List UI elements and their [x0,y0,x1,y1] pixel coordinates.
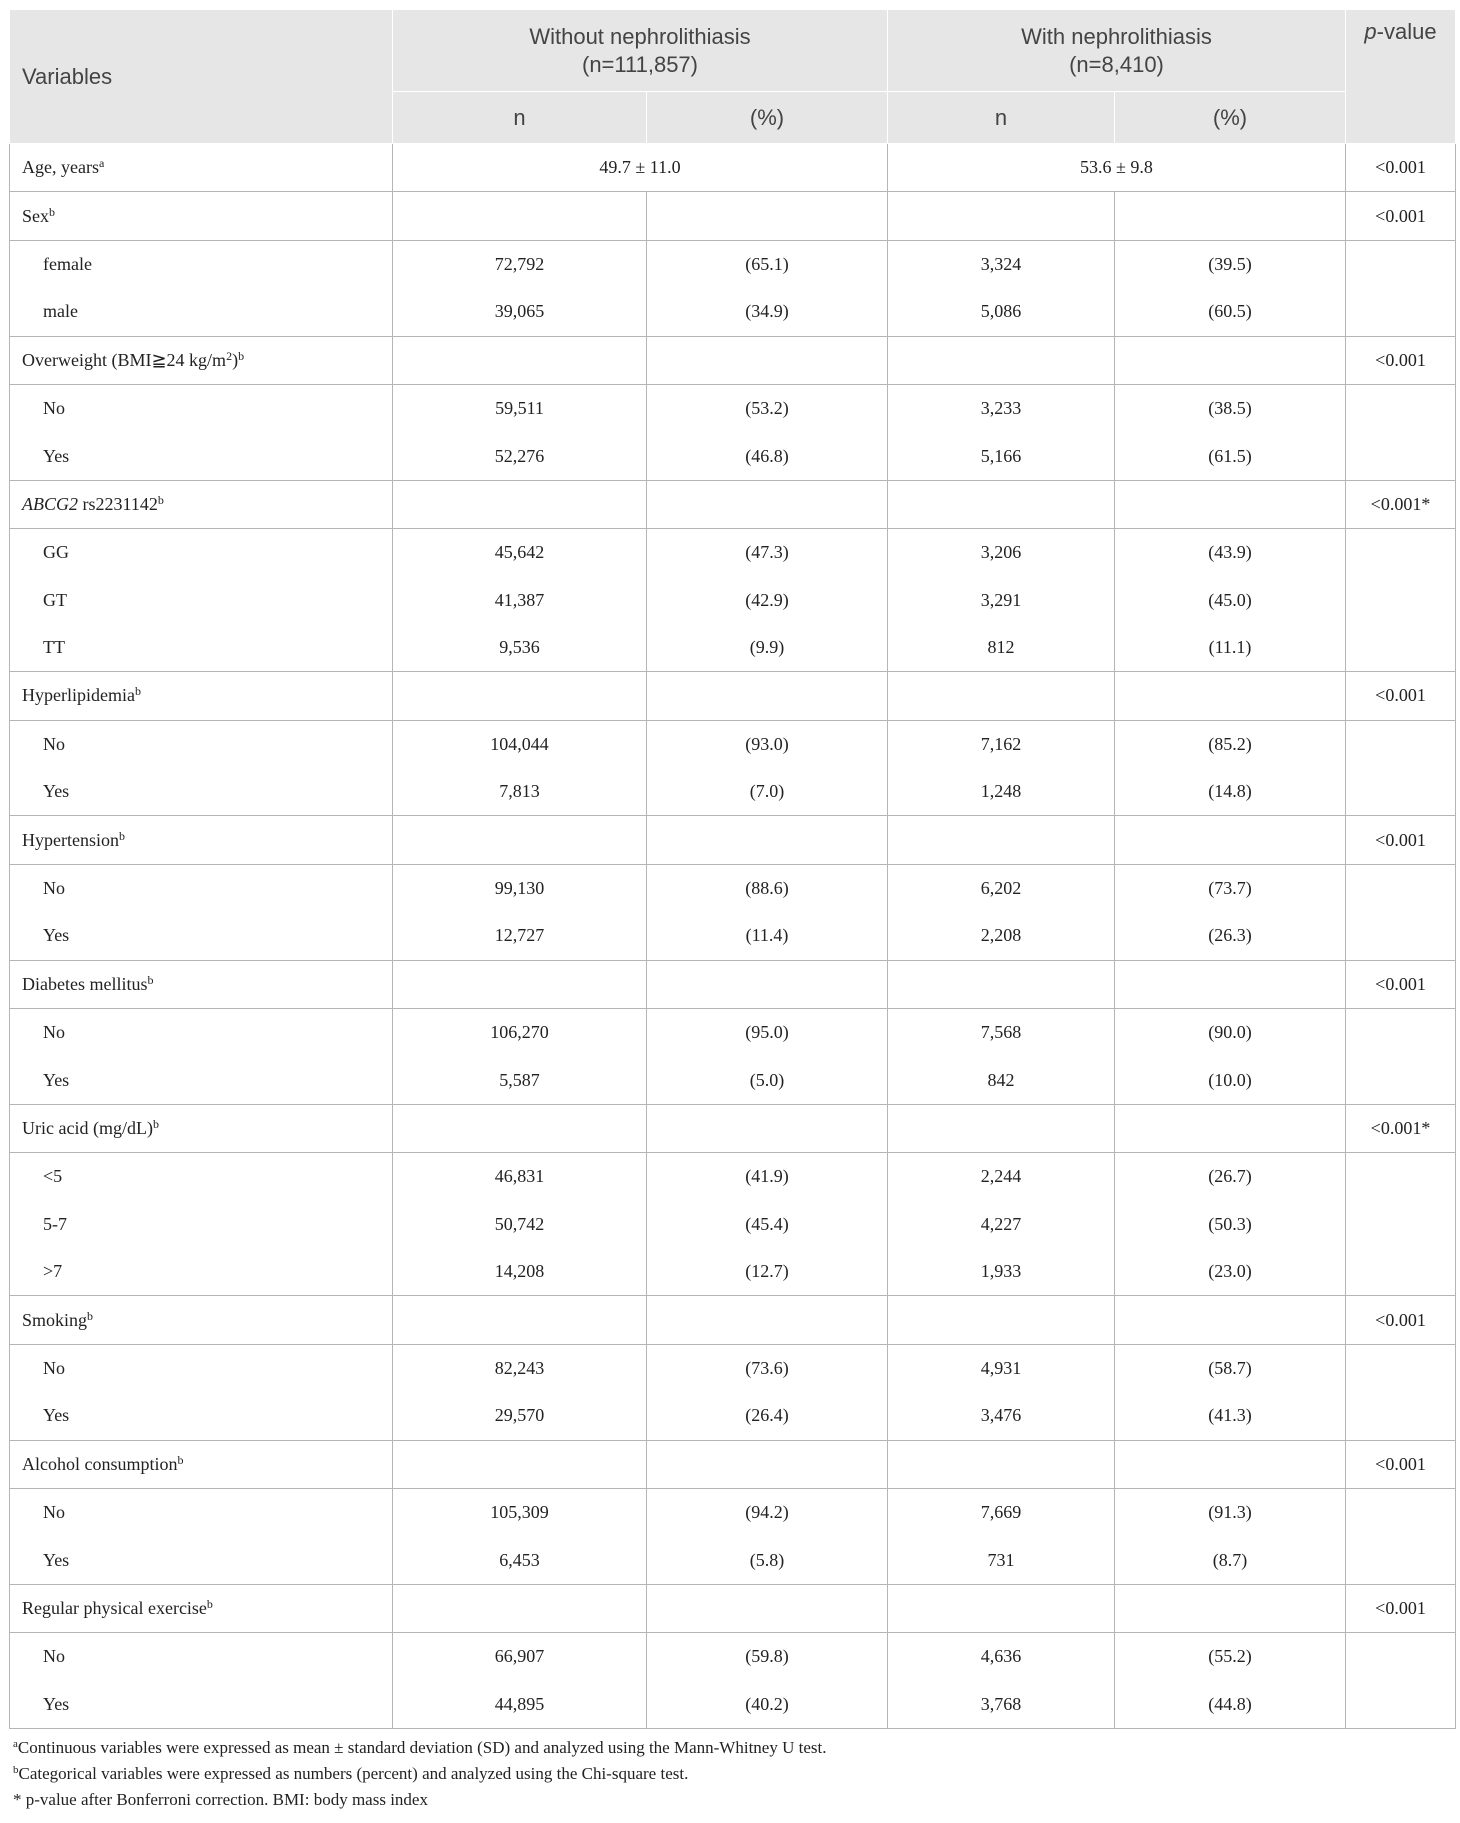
variable-group-row [10,816,1456,864]
category-row [10,1633,1456,1681]
variables-header: Variables [10,10,393,144]
variable-label [10,1584,393,1632]
category-row [10,1248,1456,1296]
empty-cell [393,672,647,720]
without-n-cell: 106,270 [393,1009,647,1057]
empty-cell [393,192,647,240]
empty-cell [1115,336,1346,384]
with-n-cell: 4,636 [888,1633,1115,1681]
without-pct-cell: (95.0) [647,1009,888,1057]
without-nephrolithiasis-header [393,10,888,92]
empty-p-cell [1346,1488,1456,1536]
category-row [10,288,1456,336]
category-label: Yes [10,912,393,960]
variable-label-footnote-sup: b [152,1117,159,1131]
without-n-cell: 66,907 [393,1633,647,1681]
empty-cell [393,816,647,864]
variable-group-row [10,1296,1456,1344]
variable-label-after: ) [232,349,239,370]
category-label: No [10,1344,393,1392]
p-value-cell: <0.001 [1346,960,1456,1008]
with-pct-cell: (58.7) [1115,1344,1346,1392]
variable-group-row [10,480,1456,528]
category-row [10,1536,1456,1584]
without-pct-cell: (45.4) [647,1201,888,1248]
empty-cell [647,336,888,384]
empty-cell [647,1296,888,1344]
with-n-cell: 7,669 [888,1488,1115,1536]
table-footnotes [9,1735,1455,1813]
empty-cell [1115,1104,1346,1152]
empty-p-cell [1346,1392,1456,1440]
age-row [10,144,1456,192]
p-value-cell: <0.001 [1346,1584,1456,1632]
empty-cell [1115,480,1346,528]
footnote [13,1761,1455,1787]
empty-cell [888,672,1115,720]
with-n-cell: 3,233 [888,384,1115,432]
with-n-cell: 7,568 [888,1009,1115,1057]
with-pct-cell: (50.3) [1115,1201,1346,1248]
empty-cell [888,960,1115,1008]
category-row [10,768,1456,816]
empty-p-cell [1346,912,1456,960]
age-label [10,144,393,192]
with-pct-cell: (44.8) [1115,1681,1346,1729]
variable-group-row [10,336,1456,384]
category-row [10,1488,1456,1536]
category-row [10,720,1456,768]
without-n-cell: 5,587 [393,1056,647,1104]
category-row [10,432,1456,480]
footnote-text: Continuous variables were expressed as mean ± standard deviation (SD) and analyzed using the Mann-Whitney U test. [17,1737,827,1757]
variable-label [10,1440,393,1488]
variable-label-footnote-sup: b [177,1452,184,1467]
empty-cell [1115,1296,1346,1344]
category-label: female [10,240,393,288]
category-row [10,1153,1456,1201]
without-pct-cell: (9.9) [647,624,888,672]
variable-label-text: Sex [22,205,49,226]
table-body [10,144,1456,1729]
age-label-text: Age, years [22,157,99,178]
variable-label-footnote-sup: b [238,348,245,363]
empty-cell [888,1104,1115,1152]
empty-p-cell [1346,288,1456,336]
without-pct-cell: (26.4) [647,1392,888,1440]
empty-cell [1115,1584,1346,1632]
without-n-cell: 14,208 [393,1248,647,1296]
empty-cell [647,192,888,240]
category-label: No [10,384,393,432]
empty-p-cell [1346,240,1456,288]
p-value-italic: p [1364,19,1377,44]
variable-label [10,1296,393,1344]
p-value-cell: <0.001* [1346,480,1456,528]
with-pct-cell: (11.1) [1115,624,1346,672]
with-n-cell: 3,324 [888,240,1115,288]
variable-group-row [10,192,1456,240]
p-value-cell: <0.001* [1346,1104,1456,1152]
footnote-marker: a [13,1737,18,1750]
with-pct-cell: (23.0) [1115,1248,1346,1296]
with-pct-cell: (55.2) [1115,1633,1346,1681]
with-group-label: With nephrolithiasis [1021,23,1212,49]
without-n-cell: 44,895 [393,1681,647,1729]
category-label: GG [10,529,393,577]
with-group-count: (n=8,410) [1069,51,1164,77]
empty-p-cell [1346,624,1456,672]
category-label: Yes [10,1056,393,1104]
p-value-cell: <0.001 [1346,1440,1456,1488]
p-value-cell: <0.001 [1346,816,1456,864]
without-pct-cell: (34.9) [647,288,888,336]
empty-cell [1115,960,1346,1008]
without-n-cell: 7,813 [393,768,647,816]
empty-p-cell [1346,529,1456,577]
without-n-cell: 104,044 [393,720,647,768]
variable-group-row [10,1104,1456,1152]
with-pct-cell: (10.0) [1115,1056,1346,1104]
empty-p-cell [1346,432,1456,480]
footnote-text: Categorical variables were expressed as numbers (percent) and analyzed using the Chi-square test. [18,1763,689,1783]
empty-cell [1115,192,1346,240]
variable-label-text: Regular physical exercise [22,1597,207,1618]
variable-label-footnote-sup: b [134,684,141,699]
category-label: Yes [10,1681,393,1729]
without-pct-cell: (73.6) [647,1344,888,1392]
variable-label-text: Overweight (BMI≧24 kg/m [22,349,227,370]
empty-p-cell [1346,720,1456,768]
empty-cell [1115,816,1346,864]
with-pct-cell: (26.7) [1115,1153,1346,1201]
with-pct-cell: (91.3) [1115,1488,1346,1536]
category-label: GT [10,577,393,624]
variable-label [10,960,393,1008]
empty-cell [888,336,1115,384]
variable-label [10,480,393,528]
characteristics-table [9,9,1456,1729]
empty-p-cell [1346,1056,1456,1104]
with-n-cell: 3,291 [888,577,1115,624]
category-row [10,1392,1456,1440]
age-p-value: <0.001 [1346,144,1456,192]
without-n-cell: 39,065 [393,288,647,336]
empty-p-cell [1346,1201,1456,1248]
empty-cell [1115,1440,1346,1488]
p-value-cell: <0.001 [1346,336,1456,384]
footnote-text: * p-value after Bonferroni correction. BMI: body mass index [13,1789,428,1809]
with-n-cell: 3,206 [888,529,1115,577]
with-n-header: n [888,92,1115,144]
with-n-cell: 812 [888,624,1115,672]
empty-cell [888,1440,1115,1488]
with-pct-cell: (45.0) [1115,577,1346,624]
without-pct-cell: (41.9) [647,1153,888,1201]
variable-label-text: Uric acid (mg/dL) [22,1118,153,1138]
without-n-cell: 52,276 [393,432,647,480]
without-n-cell: 105,309 [393,1488,647,1536]
category-label: No [10,1009,393,1057]
category-label: male [10,288,393,336]
without-n-cell: 72,792 [393,240,647,288]
empty-p-cell [1346,384,1456,432]
with-pct-cell: (41.3) [1115,1392,1346,1440]
variable-label-italic: ABCG2 [22,493,78,514]
empty-cell [647,960,888,1008]
p-value-header [1346,10,1456,144]
table-header [10,10,1456,144]
variable-label-text: Smoking [22,1309,88,1330]
variable-label-footnote-sup: b [49,204,55,219]
age-with-value: 53.6 ± 9.8 [888,144,1346,192]
with-pct-cell: (39.5) [1115,240,1346,288]
variable-label-footnote-sup: b [147,972,154,987]
category-label: Yes [10,1536,393,1584]
with-nephrolithiasis-header [888,10,1346,92]
category-row [10,240,1456,288]
category-row [10,912,1456,960]
category-row [10,1056,1456,1104]
with-n-cell: 2,244 [888,1153,1115,1201]
empty-cell [888,1296,1115,1344]
empty-p-cell [1346,1536,1456,1584]
variable-group-row [10,960,1456,1008]
variable-label [10,336,393,384]
p-value-cell: <0.001 [1346,672,1456,720]
category-row [10,1681,1456,1729]
empty-cell [647,672,888,720]
variable-label-text: Hyperlipidemia [22,685,135,706]
variable-label [10,672,393,720]
without-n-cell: 9,536 [393,624,647,672]
category-label: Yes [10,1392,393,1440]
footnote-marker: b [13,1763,19,1776]
with-n-cell: 2,208 [888,912,1115,960]
footnote [13,1735,1455,1761]
empty-cell [888,816,1115,864]
without-group-label: Without nephrolithiasis [529,23,751,49]
category-label: >7 [10,1248,393,1296]
with-n-cell: 842 [888,1056,1115,1104]
without-pct-cell: (11.4) [647,912,888,960]
category-label: Yes [10,768,393,816]
footnote [13,1787,1455,1813]
without-pct-cell: (5.8) [647,1536,888,1584]
category-label: TT [10,624,393,672]
without-pct-cell: (59.8) [647,1633,888,1681]
empty-cell [647,1104,888,1152]
with-n-cell: 5,166 [888,432,1115,480]
empty-cell [647,816,888,864]
empty-p-cell [1346,1248,1456,1296]
without-pct-cell: (93.0) [647,720,888,768]
category-row [10,1344,1456,1392]
category-label: No [10,720,393,768]
empty-cell [888,192,1115,240]
p-value-cell: <0.001 [1346,1296,1456,1344]
with-pct-cell: (26.3) [1115,912,1346,960]
with-pct-cell: (8.7) [1115,1536,1346,1584]
without-pct-cell: (5.0) [647,1056,888,1104]
without-group-count: (n=111,857) [582,51,698,77]
variable-label-footnote-sup: b [87,1308,94,1323]
with-pct-cell: (61.5) [1115,432,1346,480]
with-n-cell: 4,931 [888,1344,1115,1392]
without-pct-cell: (94.2) [647,1488,888,1536]
empty-cell [393,1104,647,1152]
with-n-cell: 5,086 [888,288,1115,336]
age-without-value: 49.7 ± 11.0 [393,144,888,192]
with-pct-cell: (85.2) [1115,720,1346,768]
empty-cell [393,960,647,1008]
empty-cell [647,1584,888,1632]
variable-label-text: rs2231142 [78,493,158,514]
without-n-cell: 41,387 [393,577,647,624]
with-pct-cell: (14.8) [1115,768,1346,816]
with-n-cell: 3,476 [888,1392,1115,1440]
without-n-cell: 45,642 [393,529,647,577]
without-n-header: n [393,92,647,144]
category-row [10,529,1456,577]
variable-label-text: Alcohol consumption [22,1453,178,1474]
category-row [10,384,1456,432]
empty-cell [393,480,647,528]
category-label: 5-7 [10,1201,393,1248]
category-label: <5 [10,1153,393,1201]
with-pct-cell: (38.5) [1115,384,1346,432]
empty-cell [888,1584,1115,1632]
category-row [10,1009,1456,1057]
without-pct-cell: (47.3) [647,529,888,577]
empty-cell [647,480,888,528]
without-pct-cell: (12.7) [647,1248,888,1296]
with-n-cell: 731 [888,1536,1115,1584]
empty-cell [393,336,647,384]
without-n-cell: 99,130 [393,864,647,912]
with-pct-cell: (90.0) [1115,1009,1346,1057]
empty-p-cell [1346,1344,1456,1392]
variable-label [10,192,393,240]
variable-label-footnote-sup: b [157,492,164,507]
without-n-cell: 6,453 [393,1536,647,1584]
with-pct-cell: (43.9) [1115,529,1346,577]
table-container [9,9,1455,1813]
variable-label [10,816,393,864]
without-n-cell: 50,742 [393,1201,647,1248]
with-n-cell: 4,227 [888,1201,1115,1248]
without-pct-cell: (65.1) [647,240,888,288]
empty-cell [647,1440,888,1488]
category-label: Yes [10,432,393,480]
category-label: No [10,864,393,912]
variable-group-row [10,1440,1456,1488]
category-row [10,1201,1456,1248]
empty-p-cell [1346,768,1456,816]
variable-label-text: Diabetes mellitus [22,973,148,994]
without-pct-cell: (42.9) [647,577,888,624]
without-pct-cell: (46.8) [647,432,888,480]
with-pct-cell: (60.5) [1115,288,1346,336]
p-value-suffix: -value [1376,19,1437,44]
empty-p-cell [1346,577,1456,624]
without-pct-cell: (53.2) [647,384,888,432]
empty-cell [393,1440,647,1488]
category-label: No [10,1633,393,1681]
empty-p-cell [1346,1153,1456,1201]
with-n-cell: 3,768 [888,1681,1115,1729]
without-pct-cell: (7.0) [647,768,888,816]
with-n-cell: 6,202 [888,864,1115,912]
variable-group-row [10,672,1456,720]
category-row [10,864,1456,912]
empty-cell [393,1584,647,1632]
with-n-cell: 1,248 [888,768,1115,816]
variable-label-unit-sup: 2 [226,348,233,363]
without-n-cell: 59,511 [393,384,647,432]
age-label-sup: a [98,156,105,171]
empty-cell [393,1296,647,1344]
category-row [10,577,1456,624]
empty-cell [1115,672,1346,720]
empty-cell [888,480,1115,528]
without-n-cell: 82,243 [393,1344,647,1392]
without-pct-cell: (88.6) [647,864,888,912]
category-row [10,624,1456,672]
empty-p-cell [1346,864,1456,912]
without-n-cell: 46,831 [393,1153,647,1201]
p-value-cell: <0.001 [1346,192,1456,240]
empty-p-cell [1346,1009,1456,1057]
without-n-cell: 29,570 [393,1392,647,1440]
empty-p-cell [1346,1633,1456,1681]
with-n-cell: 7,162 [888,720,1115,768]
category-label: No [10,1488,393,1536]
with-pct-cell: (73.7) [1115,864,1346,912]
variable-label-text: Hypertension [22,829,119,850]
variable-group-row [10,1584,1456,1632]
variable-label-footnote-sup: b [206,1596,213,1611]
variable-label [10,1104,393,1152]
without-pct-cell: (40.2) [647,1681,888,1729]
with-pct-header: (%) [1115,92,1346,144]
empty-p-cell [1346,1681,1456,1729]
without-n-cell: 12,727 [393,912,647,960]
variable-label-footnote-sup: b [118,828,125,843]
without-pct-header: (%) [647,92,888,144]
with-n-cell: 1,933 [888,1248,1115,1296]
